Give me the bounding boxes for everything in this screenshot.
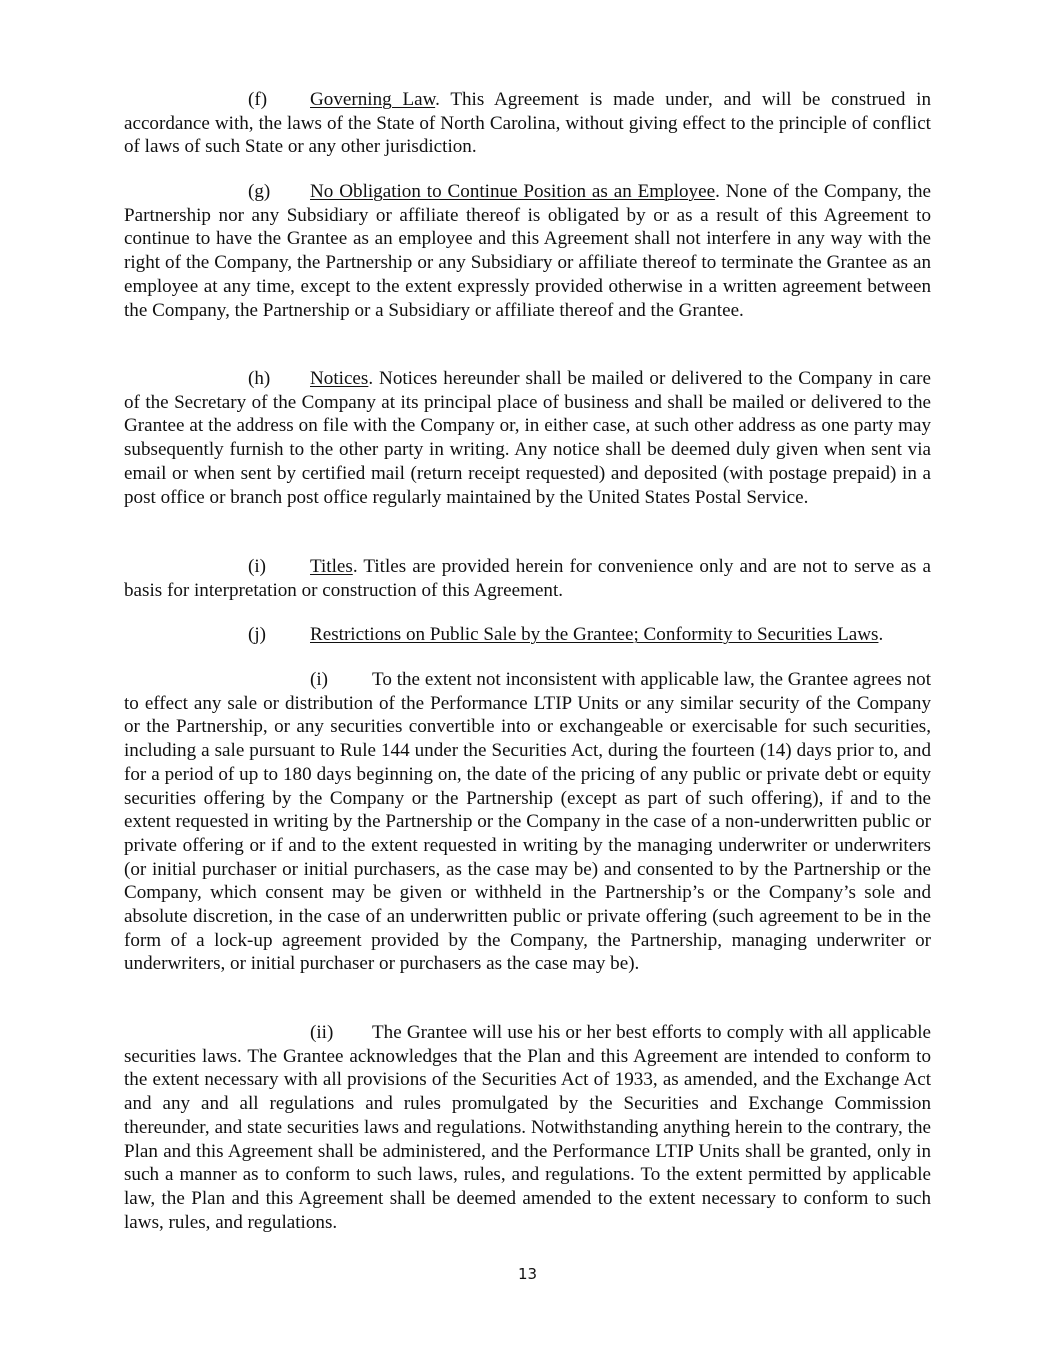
section-text: . This Agreement is made under, and will be construed in accordance with, the laws of the State of North Carolina, without giving effect to the principle of conflict of laws of such State or any other jurisdiction. [124,89,932,158]
section-i [124,555,931,602]
subsection-number: (i) [310,669,329,690]
section-title: Governing Law [310,89,436,110]
section-g [124,180,931,322]
subsection-number: (ii) [310,1022,334,1043]
section-text: . [878,624,884,645]
subsection-text: The Grantee will use his or her best efforts to comply with all applicable securities laws. The Grantee acknowledges that the Plan and this Agreement are intended to conform to the extent necessary with all provisions of the Securities Act of 1933, as amended, and the Exchange Act and any and all regulations and rules promulgated by the Securities and Exchange Commission thereunder, and state securities laws and regulations. Notwithstanding anything herein to the contrary, the Plan and this Agreement shall be administered, and the Performance LTIP Units shall be granted, only in such a manner as to conform to such laws, rules, and regulations. To the extent permitted by applicable law, the Plan and this Agreement shall be deemed amended to the extent necessary to conform to such laws, rules, and regulations. [124,1022,931,1233]
section-f [124,88,931,159]
section-number: (g) [248,181,271,202]
subsection-text: To the extent not inconsistent with applicable law, the Grantee agrees not to effect any sale or distribution of the Performance LTIP Units or any similar security of the Company or the Partnership, or any securities convertible into or exchangeable or exercisable for such securities, including a sale pursuant to Rule 144 under the Securities Act, during the fourteen (14) days prior to, and for a period of up to 180 days beginning on, the date of the pricing of any public or private debt or equity securities offering by the Company or the Partnership (except as part of such offering), if and to the extent requested in writing by the Partnership or the Company in the case of a non-underwritten public or private offering or if and to the extent requested in writing by the managing underwriter or underwriters (or initial purchaser or initial purchasers, as the case may be) and consented to by the Partnership or the Company, which consent may be given or withheld in the Partnership’s or the Company’s sole and absolute discretion, in the case of an underwritten public or private offering (such agreement to be in the form of a lock-up agreement provided by the Company, the Partnership, managing underwriter or underwriters, or initial purchaser or purchasers as the case may be). [124,669,931,975]
section-number: (j) [248,624,267,645]
section-title: No Obligation to Continue Position as an Employee [310,181,716,202]
section-number: (i) [248,556,267,577]
page-number: 13 [517,1265,538,1283]
section-number: (f) [248,89,268,110]
section-text: . Titles are provided herein for convenience only and are not to serve as a basis for interpretation or construction of this Agreement. [124,556,931,601]
section-text: . Notices hereunder shall be mailed or delivered to the Company in care of the Secretary of the Company at its principal place of business and shall be mailed or delivered to the Grantee at the address on file with the Company or, in either case, at such other address as one party may subsequently furnish to the other party in writing. Any notice shall be deemed duly given when sent via email or when sent by certified mail (return receipt requested) and deposited (with postage prepaid) in a post office or branch post office regularly maintained by the United States Postal Service. [124,368,931,508]
section-title: Restrictions on Public Sale by the Grantee; Conformity to Securities Laws [310,624,879,645]
section-h [124,367,931,509]
section-text: . None of the Company, the Partnership nor any Subsidiary or affiliate thereof is obligated by or as a result of this Agreement to continue to have the Grantee as an employee and this Agreement shall not interfere in any way with the right of the Company, the Partnership or any Subsidiary or affiliate thereof to terminate the Grantee as an employee at any time, except to the extent expressly provided otherwise in a written agreement between the Company, the Partnership or a Subsidiary or affiliate thereof and the Grantee. [124,181,931,321]
subsection-j-ii [124,1021,931,1234]
section-j [124,623,931,647]
section-title: Notices [310,368,369,389]
section-title: Titles [310,556,353,577]
subsection-j-i [124,668,931,976]
section-number: (h) [248,368,271,389]
